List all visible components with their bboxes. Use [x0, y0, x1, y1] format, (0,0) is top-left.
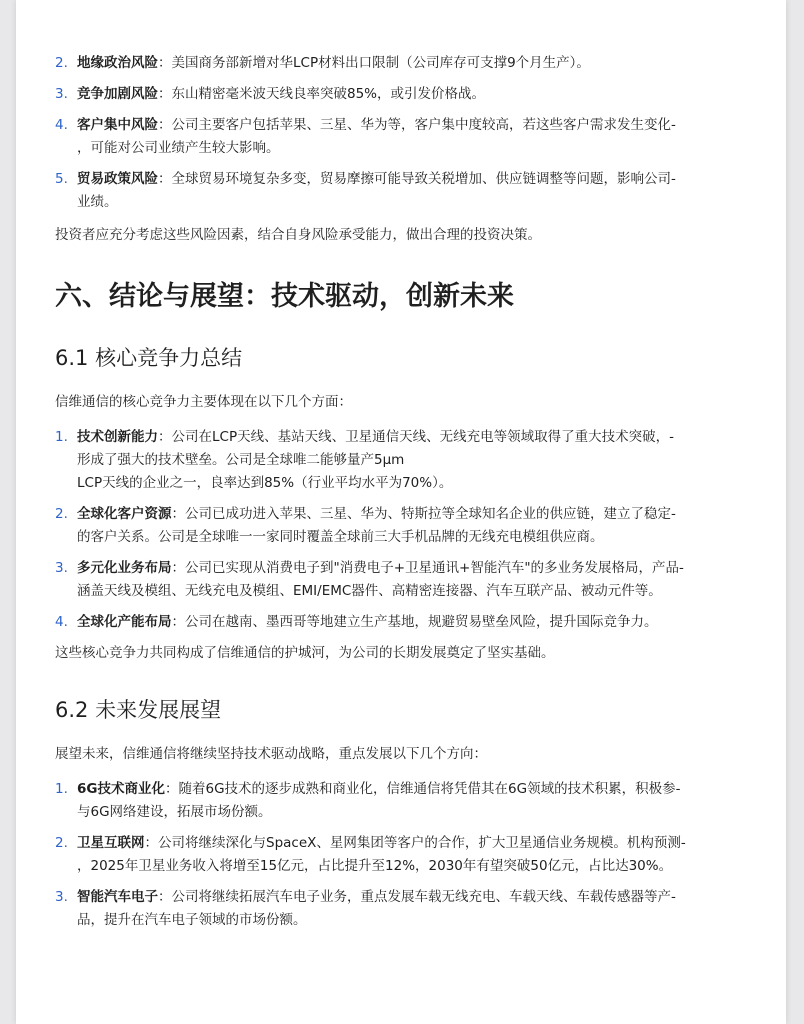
list-number: 5. [55, 171, 68, 187]
list-item [55, 832, 767, 878]
list-item-text: ：公司已实现从消费电子到"消费电子+卫星通讯+智能汽车"的多业务发展格局，产品- [171, 560, 684, 576]
list-item-line [77, 557, 767, 580]
list-number: 3. [55, 560, 68, 576]
list-item-line [77, 886, 767, 909]
risk-list [55, 52, 767, 214]
list-number: 2. [55, 55, 68, 71]
list-number: 2. [55, 506, 68, 522]
list-item-title: 地缘政治风险 [77, 55, 158, 71]
list-item-line [77, 426, 767, 449]
list-item-body [77, 52, 767, 75]
list-item-text: LCP天线的企业之一，良率达到85%（行业平均水平为70%）。 [77, 475, 453, 491]
list-item [55, 168, 767, 214]
list-item-title: 客户集中风险 [77, 117, 158, 133]
risk-note: 投资者应充分考虑这些风险因素，结合自身风险承受能力，做出合理的投资决策。 [55, 227, 541, 243]
list-item [55, 778, 767, 824]
list-item-line [77, 580, 767, 603]
list-item-title: 全球化客户资源 [77, 506, 172, 522]
list-item-title: 多元化业务布局 [77, 560, 172, 576]
list-item-line [77, 83, 767, 106]
list-item-body [77, 114, 767, 160]
list-item-line [77, 503, 767, 526]
list-item-text: ，可能对公司业绩产生较大影响。 [77, 140, 280, 156]
list-item-title: 竞争加剧风险 [77, 86, 158, 102]
list-item [55, 886, 767, 932]
list-item-text: ：东山精密毫米波天线良率突破85%，或引发价格战。 [158, 86, 486, 102]
list-item [55, 611, 767, 634]
subsection-6-2-title: 6.2 未来发展展望 [55, 698, 222, 722]
list-item-title: 智能汽车电子 [77, 889, 158, 905]
list-item [55, 557, 767, 603]
list-item-text: ：随着6G技术的逐步成熟和商业化，信维通信将凭借其在6G领域的技术积累，积极参- [164, 781, 681, 797]
list-number: 4. [55, 117, 68, 133]
section-title: 六、结论与展望：技术驱动，创新未来 [55, 281, 514, 312]
list-item-text: ，2025年卫星业务收入将增至15亿元，占比提升至12%，2030年有望突破50亿元，占比达30%。 [77, 858, 673, 874]
list-item-line [77, 168, 767, 191]
list-item-line [77, 832, 767, 855]
list-item-title: 全球化产能布局 [77, 614, 172, 630]
subsection-6-2-intro: 展望未来，信维通信将继续坚持技术驱动战略，重点发展以下几个方向： [55, 746, 487, 762]
list-item-text: ：全球贸易环境复杂多变，贸易摩擦可能导致关税增加、供应链调整等问题，影响公司- [158, 171, 676, 187]
list-item-body [77, 426, 767, 495]
list-item [55, 503, 767, 549]
list-item-text: 品，提升在汽车电子领域的市场份额。 [77, 912, 307, 928]
list-item-body [77, 886, 767, 932]
list-item-line [77, 114, 767, 137]
list-number: 4. [55, 614, 68, 630]
list-item-text: ：公司将继续拓展汽车电子业务，重点发展车载无线充电、车载天线、车载传感器等产- [158, 889, 676, 905]
list-item-line [77, 137, 767, 160]
list-item-text: ：公司在越南、墨西哥等地建立生产基地，规避贸易壁垒风险，提升国际竞争力。 [171, 614, 658, 630]
list-item-title: 技术创新能力 [77, 429, 158, 445]
list-item-line [77, 909, 767, 932]
future-outlook-list [55, 778, 767, 932]
list-item [55, 52, 767, 75]
list-item-line [77, 778, 767, 801]
list-item-text: 的客户关系。公司是全球唯一一家同时覆盖全球前三大手机品牌的无线充电模组供应商。 [77, 529, 604, 545]
list-item-body [77, 832, 767, 878]
subsection-6-1-intro: 信维通信的核心竞争力主要体现在以下几个方面： [55, 394, 352, 410]
document-content [55, 52, 767, 940]
list-item-line [77, 855, 767, 878]
list-item-body [77, 168, 767, 214]
list-item-title: 贸易政策风险 [77, 171, 158, 187]
list-item-text: 业绩。 [77, 194, 118, 210]
list-item-line [77, 611, 767, 634]
list-item-body [77, 557, 767, 603]
document-page [16, 0, 786, 1024]
list-item [55, 83, 767, 106]
subsection-6-1-title: 6.1 核心竞争力总结 [55, 346, 243, 370]
list-item-body [77, 611, 767, 634]
list-item-text: ：美国商务部新增对华LCP材料出口限制（公司库存可支撑9个月生产）。 [158, 55, 590, 71]
list-item-title: 6G技术商业化 [77, 781, 165, 797]
list-item-line [77, 449, 767, 472]
list-item-text: 形成了强大的技术壁垒。公司是全球唯二能够量产5μm [77, 452, 405, 468]
list-item-text: 与6G网络建设，拓展市场份额。 [77, 804, 272, 820]
list-number: 2. [55, 835, 68, 851]
subsection-6-1-summary: 这些核心竞争力共同构成了信维通信的护城河，为公司的长期发展奠定了坚实基础。 [55, 645, 555, 661]
core-competence-list [55, 426, 767, 634]
list-item-text: ：公司将继续深化与SpaceX、星网集团等客户的合作，扩大卫星通信业务规模。机构预测- [144, 835, 686, 851]
list-number: 1. [55, 429, 68, 445]
list-number: 3. [55, 86, 68, 102]
list-item [55, 114, 767, 160]
list-item-line [77, 52, 767, 75]
list-item-text: ：公司在LCP天线、基站天线、卫星通信天线、无线充电等领域取得了重大技术突破，- [158, 429, 674, 445]
list-item-body [77, 503, 767, 549]
list-item [55, 426, 767, 495]
list-item-line [77, 472, 767, 495]
list-item-body [77, 778, 767, 824]
list-item-text: ：公司已成功进入苹果、三星、华为、特斯拉等全球知名企业的供应链，建立了稳定- [171, 506, 676, 522]
list-number: 1. [55, 781, 68, 797]
list-item-line [77, 526, 767, 549]
list-item-text: 涵盖天线及模组、无线充电及模组、EMI/EMC器件、高精密连接器、汽车互联产品、被动元件等。 [77, 583, 662, 599]
list-item-body [77, 83, 767, 106]
list-item-line [77, 801, 767, 824]
list-number: 3. [55, 889, 68, 905]
list-item-title: 卫星互联网 [77, 835, 145, 851]
list-item-line [77, 191, 767, 214]
list-item-text: ：公司主要客户包括苹果、三星、华为等，客户集中度较高，若这些客户需求发生变化- [158, 117, 676, 133]
